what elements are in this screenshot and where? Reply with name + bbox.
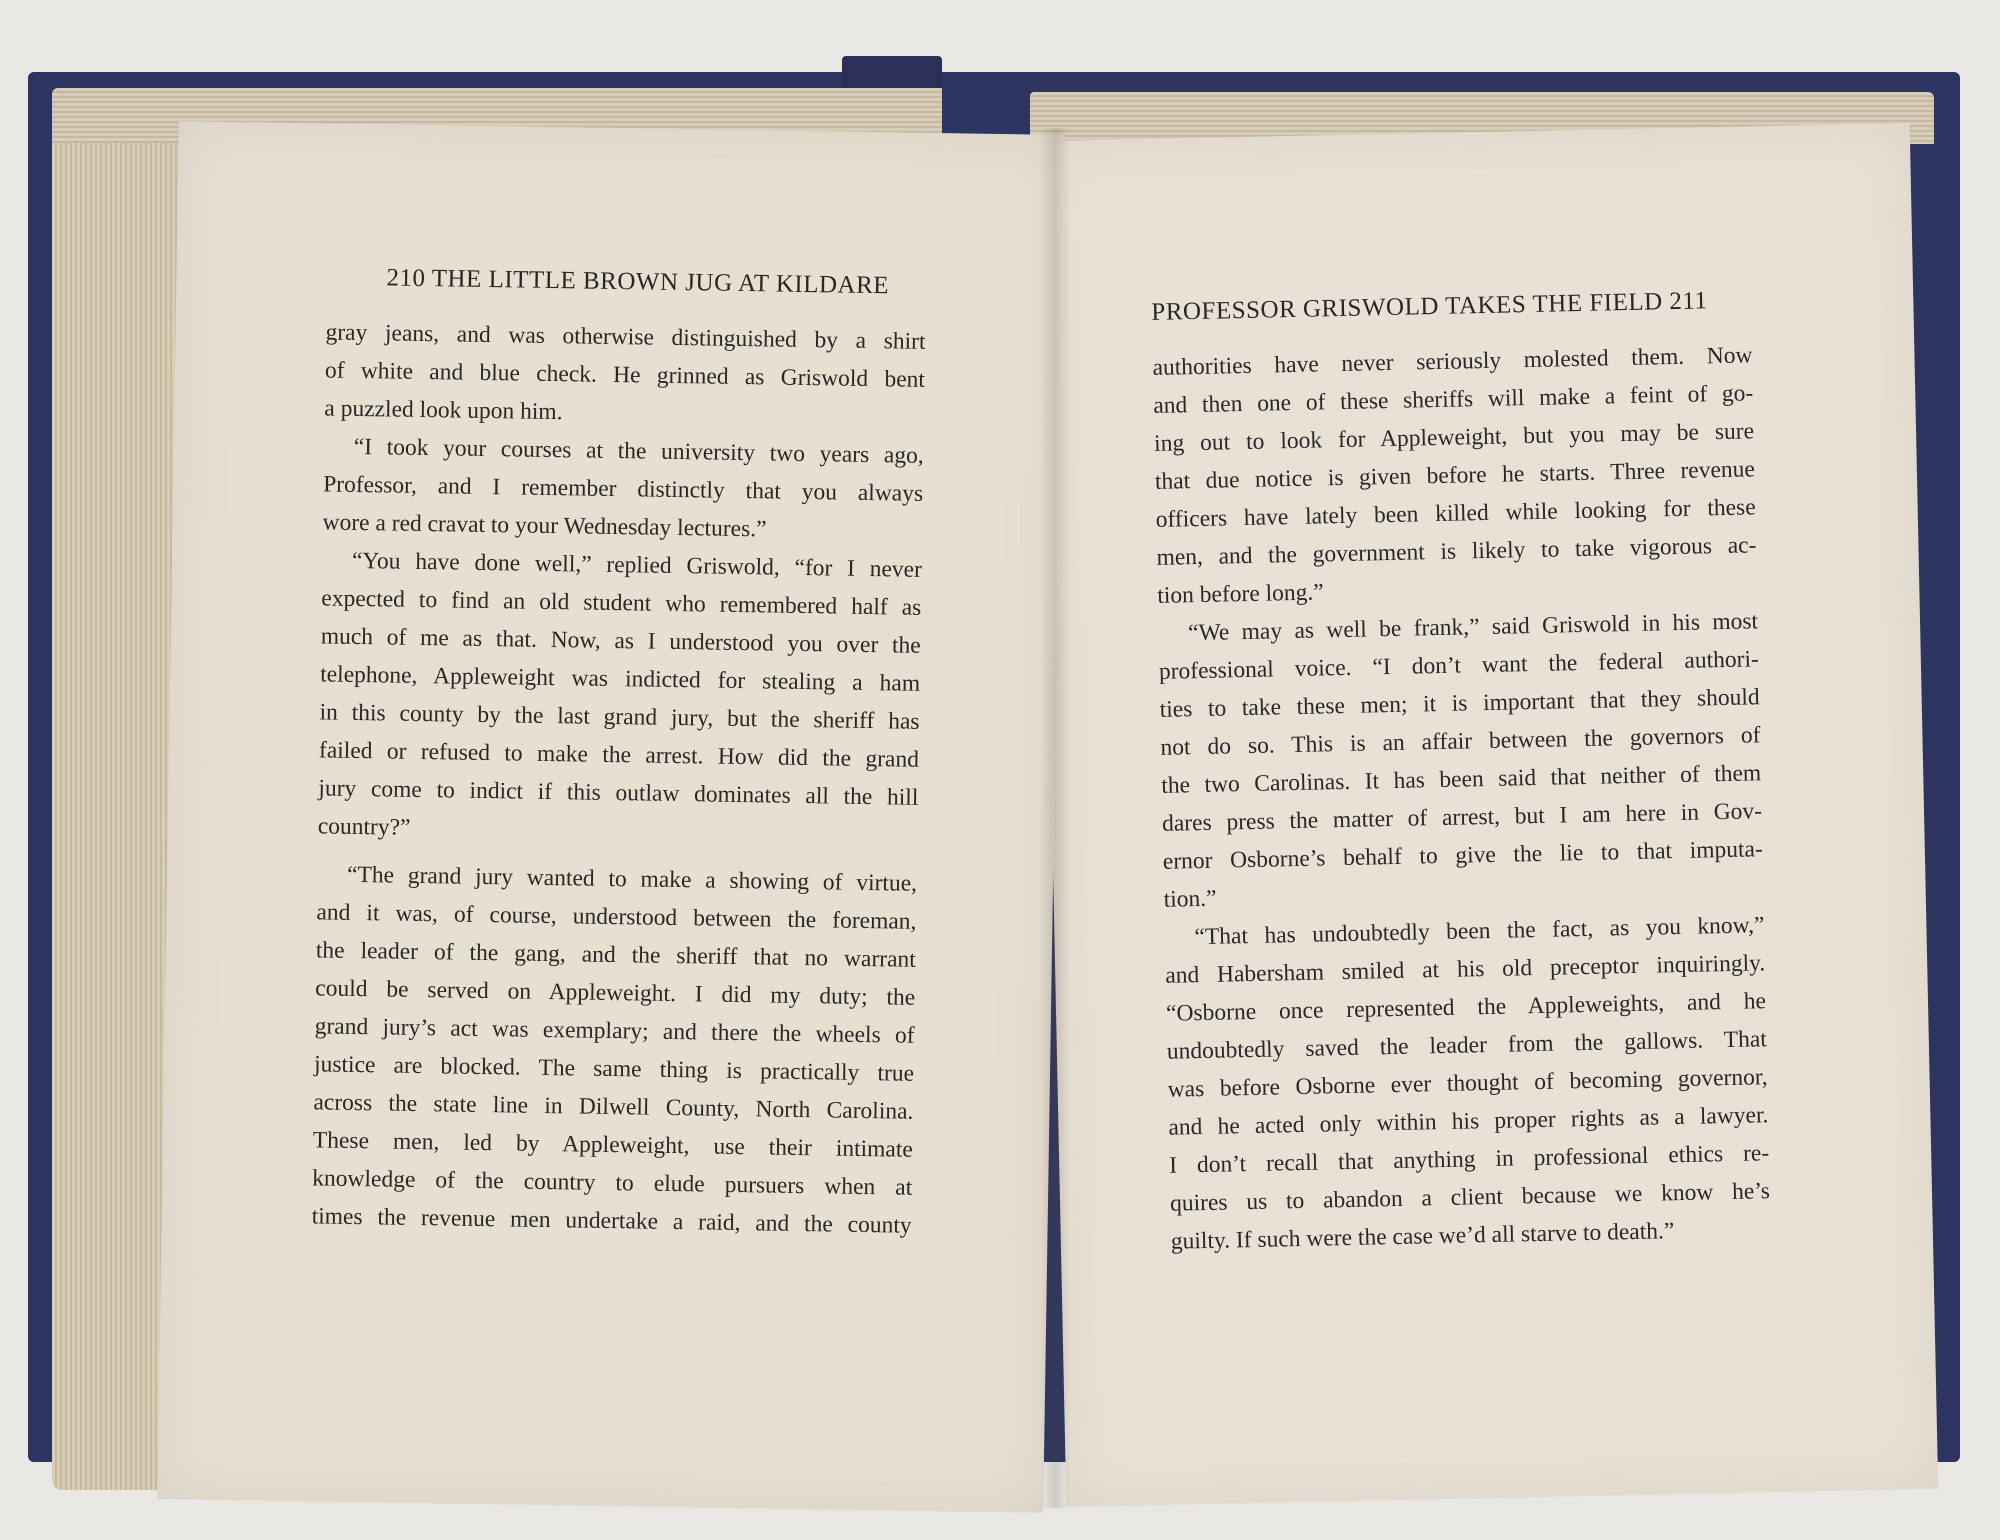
text-line: ties to take these men; it is important that they should bbox=[1159, 684, 1760, 723]
text-line: grand jury’s act was exemplary; and there the wheels of bbox=[314, 1013, 915, 1049]
text-line: could be served on Appleweight. I did my duty; the bbox=[315, 975, 916, 1011]
right-running-header: PROFESSOR GRISWOLD TAKES THE FIELD 211 bbox=[1151, 287, 1708, 326]
text-line: ernor Osborne’s behalf to give the lie to that imputa- bbox=[1162, 836, 1764, 875]
text-line: failed or refused to make the arrest. How did the grand bbox=[318, 737, 920, 773]
text-line: dares press the matter of arrest, but I am here in Gov- bbox=[1161, 798, 1763, 837]
text-line: and Habersham smiled at his old preceptor inquiringly. bbox=[1165, 950, 1766, 989]
text-line: of white and blue check. He grinned as Griswold bent bbox=[324, 357, 926, 393]
text-line: justice are blocked. The same thing is practically true bbox=[313, 1051, 915, 1087]
text-line: “I took your courses at the university two years ago, bbox=[353, 433, 924, 469]
text-line: undoubtedly saved the leader from the gallows. That bbox=[1166, 1026, 1768, 1065]
text-line: “That has undoubtedly been the fact, as you know,” bbox=[1194, 912, 1765, 951]
text-line: “The grand jury wanted to make a showing of virtue, bbox=[346, 861, 918, 897]
text-line: Professor, and I remember distinctly that you always bbox=[322, 471, 924, 507]
text-line: I don’t recall that anything in professional ethics re- bbox=[1169, 1140, 1770, 1179]
text-line: and then one of these sheriffs will make a feint of go- bbox=[1153, 380, 1754, 419]
text-line: gray jeans, and was otherwise distinguished by a shirt bbox=[325, 319, 926, 355]
text-line: tion.” bbox=[1163, 885, 1217, 913]
text-line: ing out to look for Appleweight, but you may be sure bbox=[1153, 418, 1755, 457]
text-line: across the state line in Dilwell County, North Carolina. bbox=[313, 1089, 914, 1125]
text-line: wore a red cravat to your Wednesday lectures.” bbox=[322, 509, 767, 543]
text-line: not do so. This is an affair between the governors of bbox=[1160, 722, 1761, 761]
text-line: professional voice. “I don’t want the federal authori- bbox=[1158, 646, 1760, 685]
text-line: guilty. If such were the case we’d all starve to death.” bbox=[1170, 1218, 1675, 1255]
text-line: and he acted only within his proper rights as a lawyer. bbox=[1168, 1102, 1769, 1141]
text-line: telephone, Appleweight was indicted for stealing a ham bbox=[319, 661, 921, 697]
text-line: expected to find an old student who remembered half as bbox=[321, 585, 922, 621]
left-running-header: 210 THE LITTLE BROWN JUG AT KILDARE bbox=[386, 264, 890, 300]
text-line: These men, led by Appleweight, use their intimate bbox=[312, 1127, 914, 1163]
text-line: men, and the government is likely to take vigorous ac- bbox=[1156, 532, 1757, 571]
text-line: “Osborne once represented the Appleweights, and he bbox=[1165, 988, 1767, 1027]
text-line: was before Osborne ever thought of becoming governor, bbox=[1167, 1064, 1768, 1103]
text-line: that due notice is given before he starts. Three revenue bbox=[1154, 456, 1756, 495]
text-line: times the revenue men undertake a raid, and the county bbox=[311, 1203, 912, 1239]
text-line: a puzzled look upon him. bbox=[324, 395, 563, 426]
text-line: officers have lately been killed while looking for these bbox=[1155, 494, 1756, 533]
text-line: quires us to abandon a client because we know he’s bbox=[1169, 1178, 1771, 1217]
text-line: jury come to indict if this outlaw dominates all the hill bbox=[318, 775, 919, 811]
text-line: in this county by the last grand jury, but the sheriff has bbox=[319, 699, 920, 735]
text-line: the two Carolinas. It has been said that neither of them bbox=[1161, 760, 1762, 799]
text-line: tion before long.” bbox=[1157, 579, 1324, 609]
text-line: knowledge of the country to elude pursuers when at bbox=[312, 1165, 913, 1201]
text-line: and it was, of course, understood between the foreman, bbox=[316, 899, 917, 935]
right-page bbox=[1038, 123, 1938, 1507]
left-page bbox=[157, 121, 1065, 1513]
text-line: “You have done well,” replied Griswold, “for I never bbox=[351, 547, 923, 583]
book-gutter bbox=[1040, 128, 1070, 1508]
text-line: the leader of the gang, and the sheriff that no warrant bbox=[315, 937, 916, 973]
text-line: much of me as that. Now, as I understood you over the bbox=[320, 623, 921, 659]
text-line: country?” bbox=[317, 813, 411, 841]
right-page-text bbox=[1152, 336, 1771, 1260]
left-page-text bbox=[311, 313, 925, 1244]
text-line: “We may as well be frank,” said Griswold in his most bbox=[1187, 608, 1759, 647]
text-line: authorities have never seriously molested them. Now bbox=[1152, 342, 1753, 381]
